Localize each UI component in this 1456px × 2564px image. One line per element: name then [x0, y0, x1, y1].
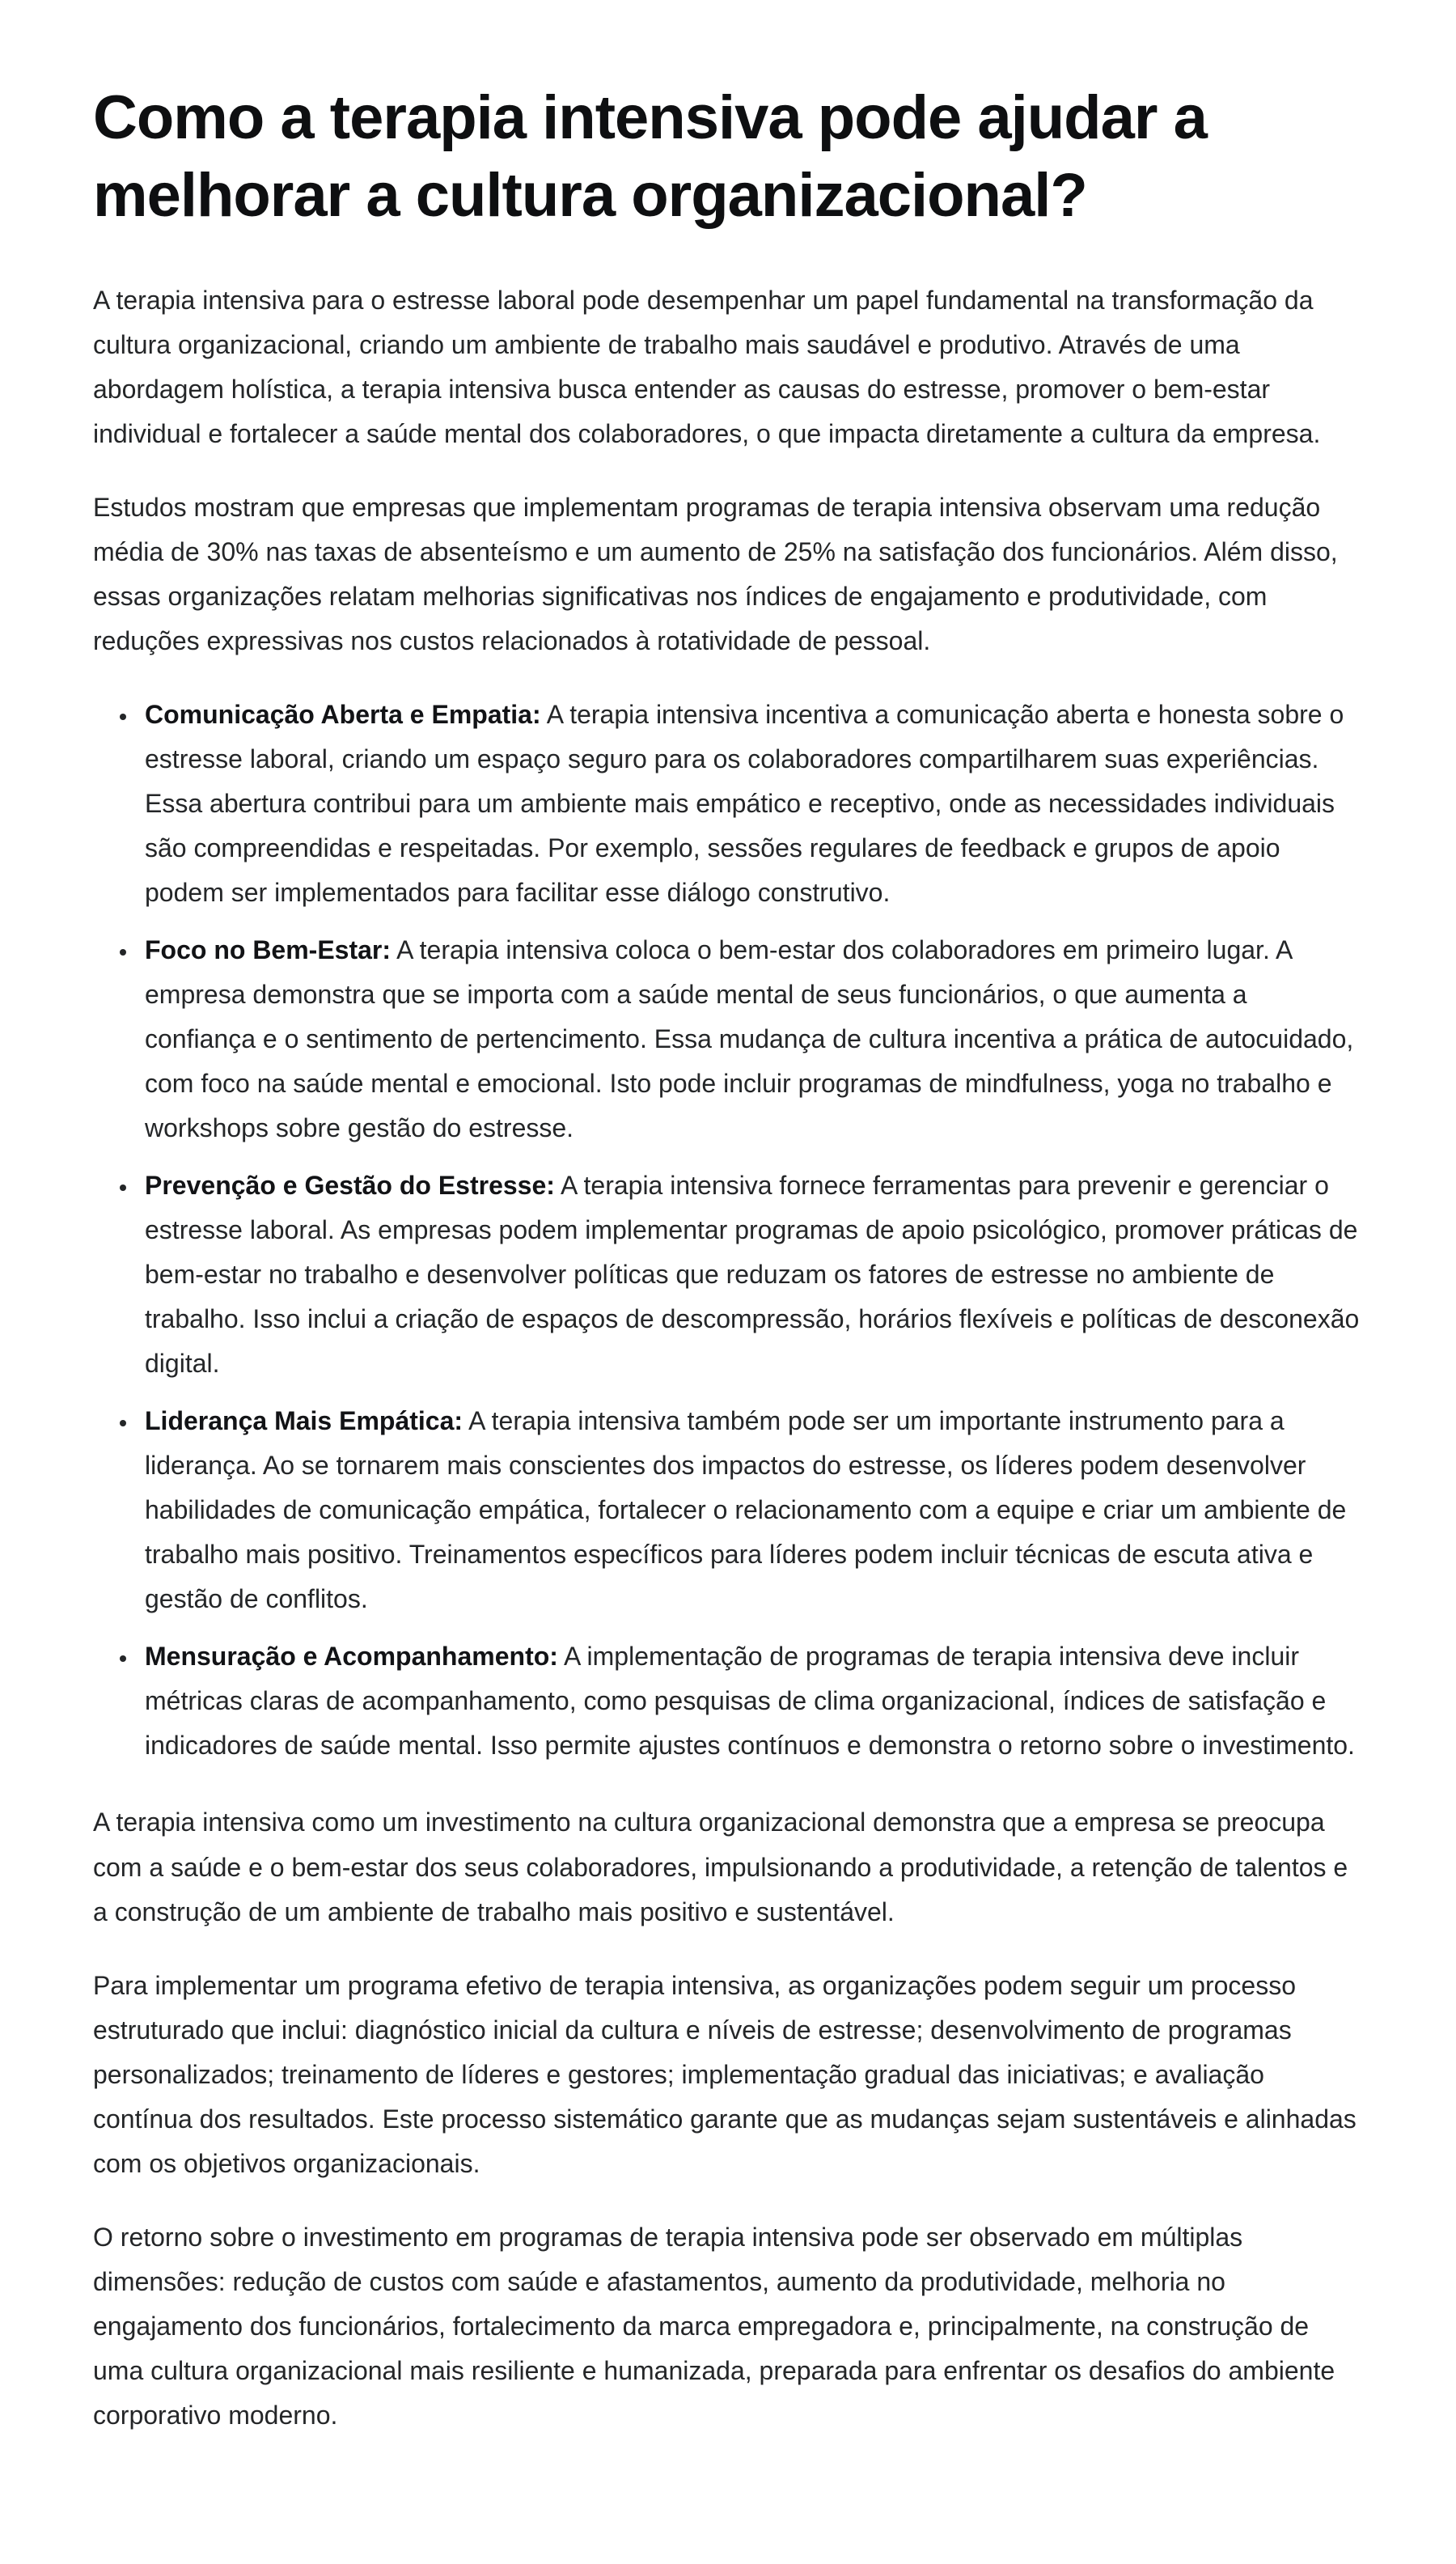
bullet-text: A terapia intensiva fornece ferramentas para prevenir e gerenciar o estresse laboral. As empresas podem implementar programas de apoio psicológico, promover práticas de bem-estar no trabalho e desenvolver políticas que reduzam os fatores de estresse no ambiente de trabalho. Isso inclui a criação de espaços de descompressão, horários flexíveis e políticas de desconexão digital. — [145, 1171, 1360, 1379]
bullet-text: A terapia intensiva também pode ser um importante instrumento para a liderança. Ao se tornarem mais conscientes dos impactos do estresse, os líderes podem desenvolver habilidades de comunicação empática, fortalecer o relacionamento com a equipe e criar um ambiente de trabalho mais positivo. Treinamentos específicos para líderes podem incluir técnicas de escuta ativa e gestão de conflitos. — [145, 1406, 1347, 1614]
page-title: Como a terapia intensiva pode ajudar a melhorar a cultura organizacional? — [93, 83, 1207, 230]
bullet-text: A terapia intensiva coloca o bem-estar dos colaboradores em primeiro lugar. A empresa demonstra que se importa com a saúde mental de seus funcionários, o que aumenta a confiança e o sentimento de pertencimento. Essa mudança de cultura incentiva a prática de autocuidado, com foco na saúde mental e emocional. Isto pode incluir programas de mindfulness, yoga no trabalho e workshops sobre gestão do estresse. — [145, 934, 1354, 1143]
closing-paragraph-3: O retorno sobre o investimento em programas de terapia intensiva pode ser observado em múltiplas dimensões: redução de custos com saúde e afastamentos, aumento da produtividade, melhoria no engajamento dos funcionários, fortalecimento da marca empregadora e, principalmente, na construção de uma cultura organizacional mais resiliente e humanizada, preparada para enfrentar os desafios do ambiente corporativo moderno. — [93, 2222, 1335, 2430]
bullet-label: Comunicação Aberta e Empatia: — [145, 699, 541, 729]
bullet-text: A terapia intensiva incentiva a comunicação aberta e honesta sobre o estresse laboral, criando um espaço seguro para os colaboradores compartilharem suas experiências. Essa abertura contribui para um ambiente mais empático e receptivo, onde as necessidades individuais são compreendidas e respeitadas. Por exemplo, sessões regulares de feedback e grupos de apoio podem ser implementados para facilitar esse diálogo construtivo. — [145, 699, 1344, 907]
closing-paragraph-2: Para implementar um programa efetivo de terapia intensiva, as organizações podem seguir um processo estruturado que inclui: diagnóstico inicial da cultura e níveis de estresse; desenvolvimento de programas personalizados; treinamento de líderes e gestores; implementação gradual das iniciativas; e avaliação contínua dos resultados. Este processo sistemático garante que as mudanças sejam sustentáveis e alinhadas com os objetivos organizacionais. — [93, 1970, 1357, 2178]
closing-paragraph-1: A terapia intensiva como um investimento na cultura organizacional demonstra que a empresa se preocupa com a saúde e o bem-estar dos seus colaboradores, impulsionando a produtividade, a retenção de talentos e a construção de um ambiente de trabalho mais positivo e sustentável. — [93, 1808, 1348, 1926]
benefits-list — [93, 693, 1363, 1769]
intro-paragraph-2: Estudos mostram que empresas que implementam programas de terapia intensiva observam uma redução média de 30% nas taxas de absenteísmo e um aumento de 25% na satisfação dos funcionários. Além disso, essas organizações relatam melhorias significativas nos índices de engajamento e produtividade, com reduções expressivas nos custos relacionados à rotatividade de pessoal. — [93, 492, 1338, 655]
bullet-label: Foco no Bem-Estar: — [145, 934, 392, 964]
list-item-lideranca — [138, 1399, 1363, 1621]
list-item-bem-estar — [138, 928, 1363, 1151]
bullet-label: Prevenção e Gestão do Estresse: — [145, 1171, 555, 1201]
bullet-label: Liderança Mais Empática: — [145, 1406, 463, 1436]
list-item-mensuracao — [138, 1634, 1363, 1768]
bullet-text: A implementação de programas de terapia intensiva deve incluir métricas claras de acompanhamento, como pesquisas de clima organizacional, índices de satisfação e indicadores de saúde mental. Isso permite ajustes contínuos e demonstra o retorno sobre o investimento. — [145, 1642, 1355, 1761]
list-item-prevencao — [138, 1163, 1363, 1386]
list-item-comunicacao — [138, 693, 1363, 915]
intro-paragraph-1: A terapia intensiva para o estresse laboral pode desempenhar um papel fundamental na transformação da cultura organizacional, criando um ambiente de trabalho mais saudável e produtivo. Através de uma abordagem holística, a terapia intensiva busca entender as causas do estresse, promover o bem-estar individual e fortalecer a saúde mental dos colaboradores, o que impacta diretamente a cultura da empresa. — [93, 285, 1321, 448]
bullet-label: Mensuração e Acompanhamento: — [145, 1642, 558, 1672]
